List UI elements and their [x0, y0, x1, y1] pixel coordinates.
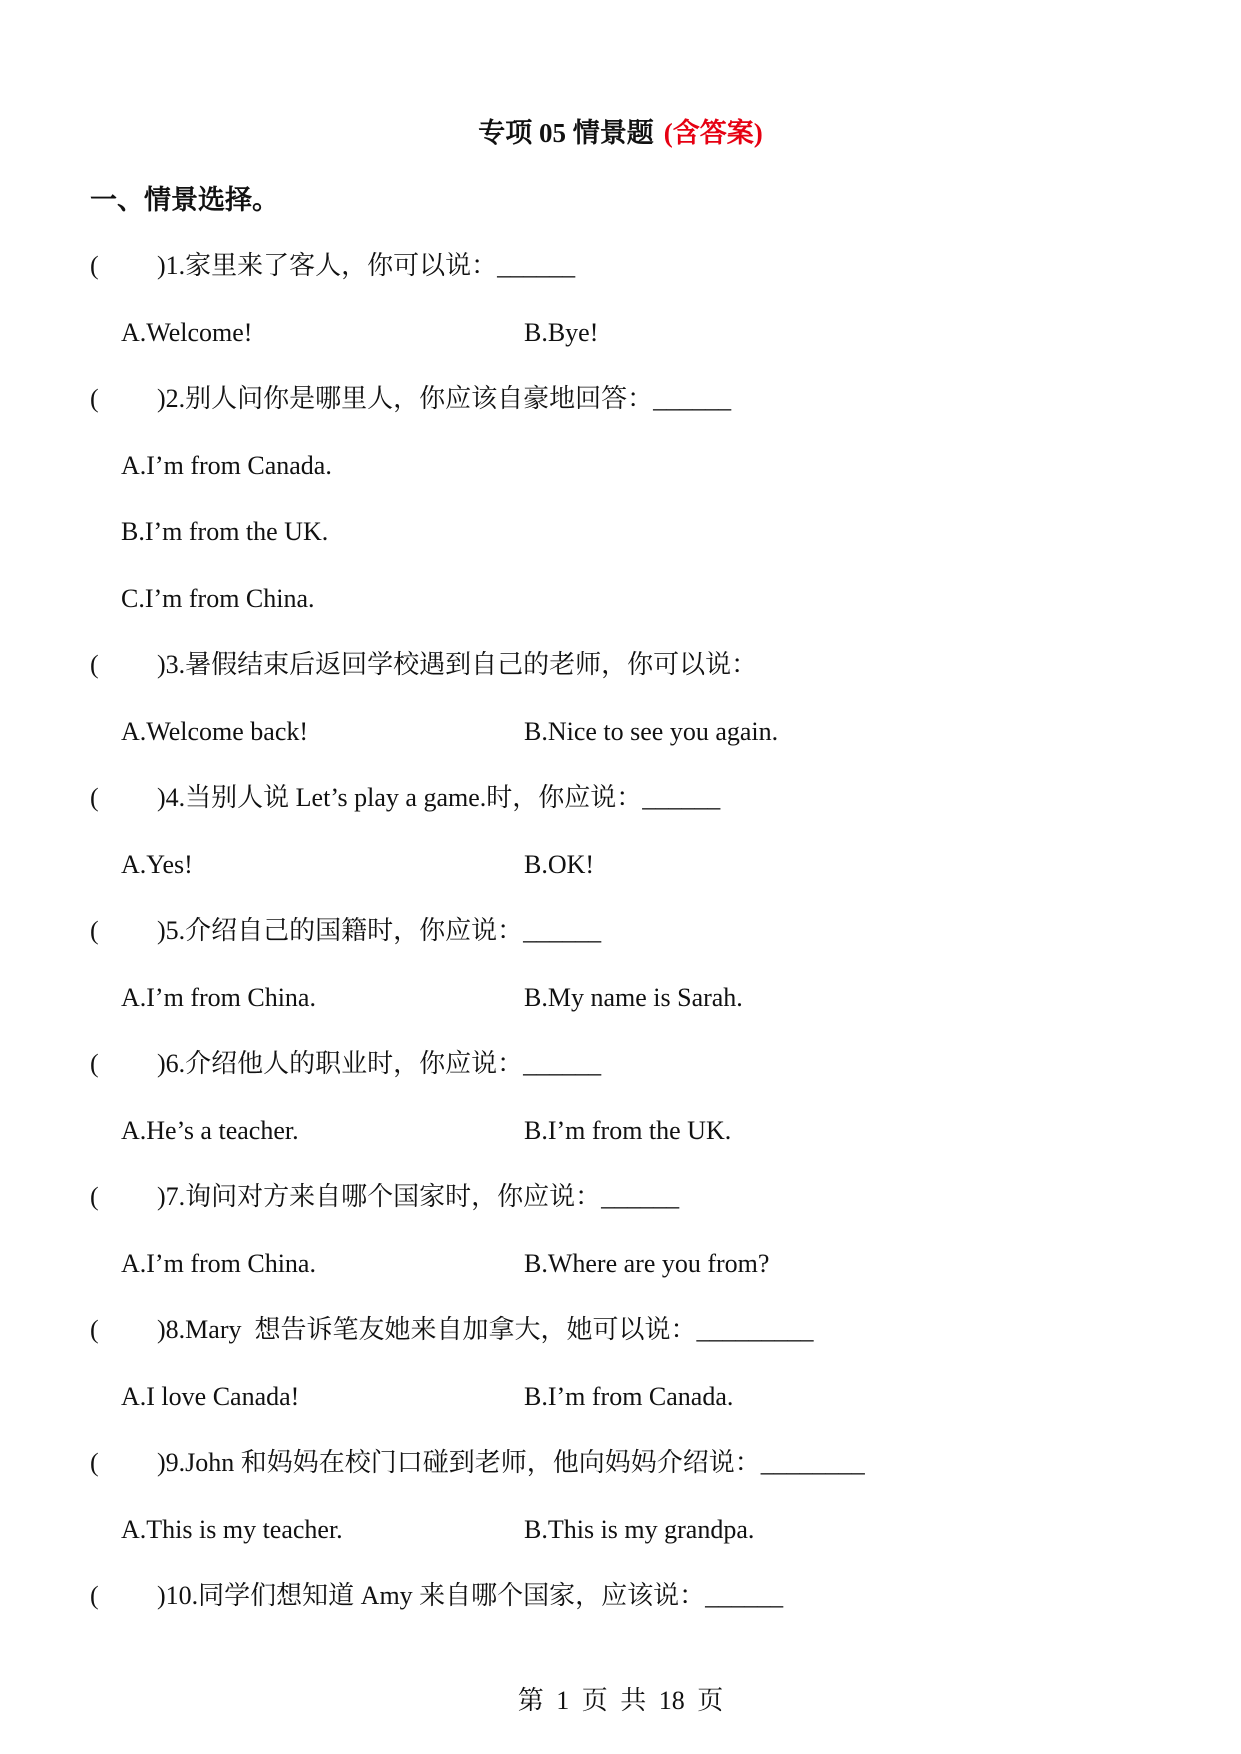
question-6-options	[0, 1098, 1241, 1165]
option-b: B.This is my grandpa.	[524, 1514, 755, 1544]
option-b: B.OK!	[524, 849, 595, 879]
worksheet-page	[0, 100, 1241, 1630]
question-1	[0, 233, 1241, 300]
option-b: B.Nice to see you again.	[524, 716, 779, 746]
option-a: A.I’m from Canada.	[121, 450, 332, 480]
question-text: 9.John 和妈妈在校门口碰到老师，他向妈妈介绍说：________	[165, 1448, 865, 1477]
question-text: 8.Mary 想告诉笔友她来自加拿大，她可以说：_________	[165, 1315, 814, 1344]
option-c: C.I’m from China.	[121, 583, 315, 613]
answer-bracket-close: )	[157, 1182, 166, 1211]
option-b: B.Bye!	[524, 317, 599, 347]
option-a: A.This is my teacher.	[121, 1514, 343, 1544]
answer-bracket-open: (	[90, 384, 99, 413]
question-text: 6.介绍他人的职业时，你应说：______	[165, 1049, 602, 1078]
answer-bracket-close: )	[157, 783, 166, 812]
question-5	[0, 898, 1241, 965]
question-4	[0, 765, 1241, 832]
question-1-options	[0, 300, 1241, 367]
title-main: 专项 05 情景题	[478, 118, 654, 148]
answer-bracket-open: (	[90, 1182, 99, 1211]
question-2-option-c-row	[0, 566, 1241, 633]
answer-bracket-close: )	[157, 251, 166, 280]
option-a: A.He’s a teacher.	[121, 1115, 299, 1145]
question-8-options	[0, 1364, 1241, 1431]
option-a: A.I’m from China.	[121, 1248, 316, 1278]
option-b: B.I’m from the UK.	[524, 1115, 732, 1145]
question-8	[0, 1297, 1241, 1364]
page-footer: 第 1 页 共 18 页	[517, 1686, 724, 1715]
option-a: A.Welcome!	[121, 317, 253, 347]
question-text: 2.别人问你是哪里人，你应该自豪地回答：______	[165, 384, 732, 413]
answer-bracket-open: (	[90, 1049, 99, 1078]
question-3	[0, 632, 1241, 699]
question-2-option-a-row	[0, 433, 1241, 500]
title-answer-note: (含答案)	[663, 118, 763, 148]
question-text: 7.询问对方来自哪个国家时，你应说：______	[165, 1182, 680, 1211]
question-7	[0, 1164, 1241, 1231]
option-a: A.Yes!	[121, 849, 193, 879]
question-5-options	[0, 965, 1241, 1032]
answer-bracket-open: (	[90, 251, 99, 280]
answer-bracket-close: )	[157, 1049, 166, 1078]
option-a: A.Welcome back!	[121, 716, 309, 746]
question-text: 1.家里来了客人，你可以说：______	[165, 251, 576, 280]
question-text: 4.当别人说 Let’s play a game.时，你应说：______	[165, 783, 721, 812]
answer-bracket-open: (	[90, 1581, 99, 1610]
question-7-options	[0, 1231, 1241, 1298]
option-b: B.I’m from Canada.	[524, 1381, 734, 1411]
question-text: 10.同学们想知道 Amy 来自哪个国家，应该说：______	[165, 1581, 784, 1610]
answer-bracket-open: (	[90, 916, 99, 945]
question-10	[0, 1563, 1241, 1630]
question-4-options	[0, 832, 1241, 899]
answer-bracket-close: )	[157, 1581, 166, 1610]
answer-bracket-open: (	[90, 1315, 99, 1344]
question-6	[0, 1031, 1241, 1098]
question-3-options	[0, 699, 1241, 766]
option-b: B.My name is Sarah.	[524, 982, 743, 1012]
option-a: A.I’m from China.	[121, 982, 316, 1012]
option-b: B.I’m from the UK.	[121, 517, 329, 546]
answer-bracket-open: (	[90, 783, 99, 812]
section-heading: 一、情景选择。	[90, 184, 279, 215]
question-2-option-b-row	[0, 499, 1241, 566]
answer-bracket-close: )	[157, 1315, 166, 1344]
question-text: 5.介绍自己的国籍时，你应说：______	[165, 916, 602, 945]
answer-bracket-close: )	[157, 916, 166, 945]
answer-bracket-close: )	[157, 384, 166, 413]
option-b: B.Where are you from?	[524, 1248, 770, 1278]
question-text: 3.暑假结束后返回学校遇到自己的老师，你可以说：	[165, 650, 758, 679]
question-9-options	[0, 1497, 1241, 1564]
question-2	[0, 366, 1241, 433]
page-title	[0, 100, 1241, 167]
answer-bracket-open: (	[90, 1448, 99, 1477]
option-a: A.I love Canada!	[121, 1381, 300, 1411]
answer-bracket-close: )	[157, 1448, 166, 1477]
question-9	[0, 1430, 1241, 1497]
answer-bracket-open: (	[90, 650, 99, 679]
answer-bracket-close: )	[157, 650, 166, 679]
